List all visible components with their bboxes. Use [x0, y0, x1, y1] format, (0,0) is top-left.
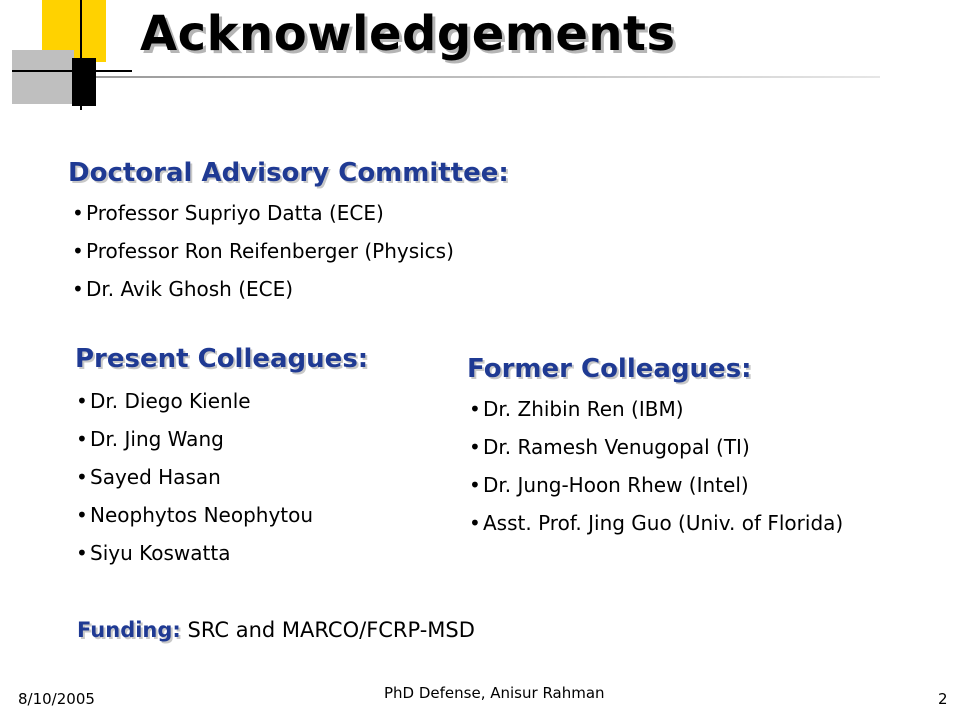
funding-text: SRC and MARCO/FCRP-MSD — [187, 618, 475, 642]
funding-label: Funding: — [77, 618, 181, 642]
list-item: • Dr. Zhibin Ren (IBM) — [469, 390, 843, 428]
logo-vertical-line — [80, 0, 82, 110]
list-item: • Dr. Jung-Hoon Rhew (Intel) — [469, 466, 843, 504]
page-number: 2 — [938, 690, 948, 708]
present-colleagues-list — [76, 382, 313, 572]
list-item: • Asst. Prof. Jing Guo (Univ. of Florida) — [469, 504, 843, 542]
logo-gray-block — [12, 50, 74, 104]
list-item: • Sayed Hasan — [76, 458, 313, 496]
former-colleagues-heading: Former Colleagues: — [467, 354, 752, 384]
bullet: • — [469, 435, 481, 459]
bullet: • — [72, 277, 84, 301]
list-item: • Dr. Avik Ghosh (ECE) — [72, 270, 454, 308]
list-item: • Dr. Ramesh Venugopal (TI) — [469, 428, 843, 466]
former-colleagues-list — [469, 390, 843, 542]
footer-date: 8/10/2005 — [18, 690, 95, 708]
list-item: • Dr. Jing Wang — [76, 420, 313, 458]
bullet: • — [469, 473, 481, 497]
bullet: • — [76, 503, 88, 527]
present-colleagues-heading: Present Colleagues: — [75, 344, 369, 374]
list-item: • Siyu Koswatta — [76, 534, 313, 572]
bullet: • — [72, 239, 84, 263]
bullet: • — [469, 397, 481, 421]
bullet: • — [469, 511, 481, 535]
funding-line — [77, 618, 475, 642]
list-item: • Neophytos Neophytou — [76, 496, 313, 534]
committee-list — [72, 194, 454, 308]
bullet: • — [76, 465, 88, 489]
slide-title: Acknowledgements — [140, 6, 676, 62]
committee-heading: Doctoral Advisory Committee: — [68, 158, 509, 188]
list-item: • Professor Ron Reifenberger (Physics) — [72, 232, 454, 270]
list-item: • Dr. Diego Kienle — [76, 382, 313, 420]
logo-black-block — [72, 58, 96, 106]
logo-horizontal-line — [12, 70, 132, 72]
list-item: • Professor Supriyo Datta (ECE) — [72, 194, 454, 232]
title-underline — [96, 76, 880, 78]
footer-center: PhD Defense, Anisur Rahman — [384, 684, 605, 702]
bullet: • — [76, 427, 88, 451]
bullet: • — [72, 201, 84, 225]
bullet: • — [76, 541, 88, 565]
bullet: • — [76, 389, 88, 413]
